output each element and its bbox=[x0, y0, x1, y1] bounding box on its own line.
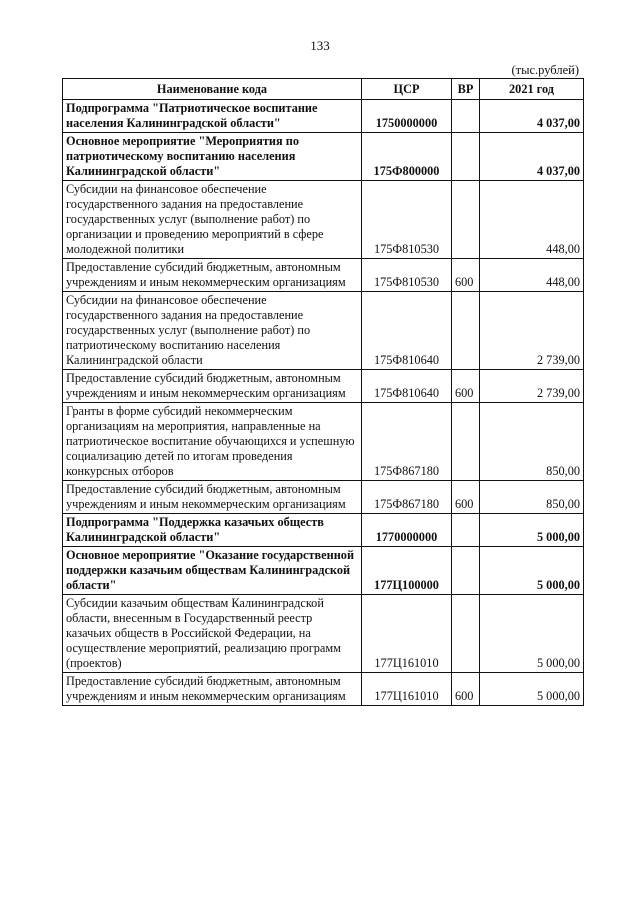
cell-vr: 600 bbox=[452, 370, 480, 403]
cell-name: Подпрограмма "Поддержка казачьих обществ Калининградской области" bbox=[63, 514, 362, 547]
cell-name: Субсидии на финансовое обеспечение государственного задания на предоставление государственных услуг (выполнение работ) по организации и проведению мероприятий в сфере молодежной политики bbox=[63, 181, 362, 259]
cell-name: Субсидии на финансовое обеспечение государственного задания на предоставление государственных услуг (выполнение работ) по патриотическому воспитанию населения Калининградской области bbox=[63, 292, 362, 370]
table-row bbox=[63, 292, 584, 370]
cell-name: Предоставление субсидий бюджетным, автономным учреждениям и иным некоммерческим организациям bbox=[63, 259, 362, 292]
cell-vr bbox=[452, 595, 480, 673]
cell-sum: 850,00 bbox=[480, 403, 584, 481]
table-row bbox=[63, 514, 584, 547]
table-header-row bbox=[63, 79, 584, 100]
header-name: Наименование кода bbox=[63, 79, 362, 100]
cell-vr: 600 bbox=[452, 259, 480, 292]
page-number: 133 bbox=[310, 38, 330, 53]
table-row bbox=[63, 181, 584, 259]
cell-csr: 175Ф800000 bbox=[362, 133, 452, 181]
cell-sum: 5 000,00 bbox=[480, 514, 584, 547]
cell-vr: 600 bbox=[452, 481, 480, 514]
cell-sum: 2 739,00 bbox=[480, 292, 584, 370]
cell-name: Предоставление субсидий бюджетным, автономным учреждениям и иным некоммерческим организациям bbox=[63, 481, 362, 514]
cell-name: Основное мероприятие "Оказание государственной поддержки казачьим обществам Калининградской области" bbox=[63, 547, 362, 595]
cell-name: Подпрограмма "Патриотическое воспитание населения Калининградской области" bbox=[63, 100, 362, 133]
table-row bbox=[63, 481, 584, 514]
table-row bbox=[63, 370, 584, 403]
cell-csr: 177Ц161010 bbox=[362, 595, 452, 673]
cell-vr bbox=[452, 547, 480, 595]
cell-name: Гранты в форме субсидий некоммерческим организациям на мероприятия, направленные на патриотическое воспитание обучающихся и успешную социализацию детей по итогам проведения конкурсных отборов bbox=[63, 403, 362, 481]
table-row bbox=[63, 133, 584, 181]
cell-sum: 850,00 bbox=[480, 481, 584, 514]
cell-sum: 5 000,00 bbox=[480, 673, 584, 706]
header-csr: ЦСР bbox=[362, 79, 452, 100]
cell-sum: 5 000,00 bbox=[480, 595, 584, 673]
cell-csr: 175Ф810640 bbox=[362, 370, 452, 403]
table-row bbox=[63, 595, 584, 673]
cell-name: Основное мероприятие "Мероприятия по патриотическому воспитанию населения Калининградской области" bbox=[63, 133, 362, 181]
cell-csr: 175Ф810640 bbox=[362, 292, 452, 370]
table-row bbox=[63, 403, 584, 481]
cell-csr: 175Ф867180 bbox=[362, 403, 452, 481]
cell-sum: 448,00 bbox=[480, 181, 584, 259]
cell-csr: 175Ф867180 bbox=[362, 481, 452, 514]
table-body bbox=[63, 100, 584, 706]
table-row bbox=[63, 100, 584, 133]
cell-vr bbox=[452, 403, 480, 481]
cell-vr bbox=[452, 292, 480, 370]
cell-vr bbox=[452, 181, 480, 259]
header-vr: ВР bbox=[452, 79, 480, 100]
budget-table bbox=[62, 78, 584, 706]
cell-csr: 1750000000 bbox=[362, 100, 452, 133]
table-row bbox=[63, 547, 584, 595]
cell-vr bbox=[452, 133, 480, 181]
cell-csr: 175Ф810530 bbox=[362, 181, 452, 259]
cell-name: Предоставление субсидий бюджетным, автономным учреждениям и иным некоммерческим организациям bbox=[63, 673, 362, 706]
cell-vr bbox=[452, 100, 480, 133]
cell-sum: 2 739,00 bbox=[480, 370, 584, 403]
table-row bbox=[63, 673, 584, 706]
table-row bbox=[63, 259, 584, 292]
cell-csr: 175Ф810530 bbox=[362, 259, 452, 292]
cell-sum: 4 037,00 bbox=[480, 133, 584, 181]
units-label: (тыс.рублей) bbox=[511, 63, 579, 77]
cell-name: Субсидии казачьим обществам Калининградской области, внесенным в Государственный реестр казачьих обществ в Российской Федерации, на осуществление мероприятий, реализацию программ (проектов) bbox=[63, 595, 362, 673]
cell-vr: 600 bbox=[452, 673, 480, 706]
cell-sum: 4 037,00 bbox=[480, 100, 584, 133]
header-sum: 2021 год bbox=[480, 79, 584, 100]
cell-sum: 448,00 bbox=[480, 259, 584, 292]
cell-name: Предоставление субсидий бюджетным, автономным учреждениям и иным некоммерческим организациям bbox=[63, 370, 362, 403]
cell-csr: 1770000000 bbox=[362, 514, 452, 547]
cell-csr: 177Ц100000 bbox=[362, 547, 452, 595]
cell-csr: 177Ц161010 bbox=[362, 673, 452, 706]
cell-sum: 5 000,00 bbox=[480, 547, 584, 595]
cell-vr bbox=[452, 514, 480, 547]
